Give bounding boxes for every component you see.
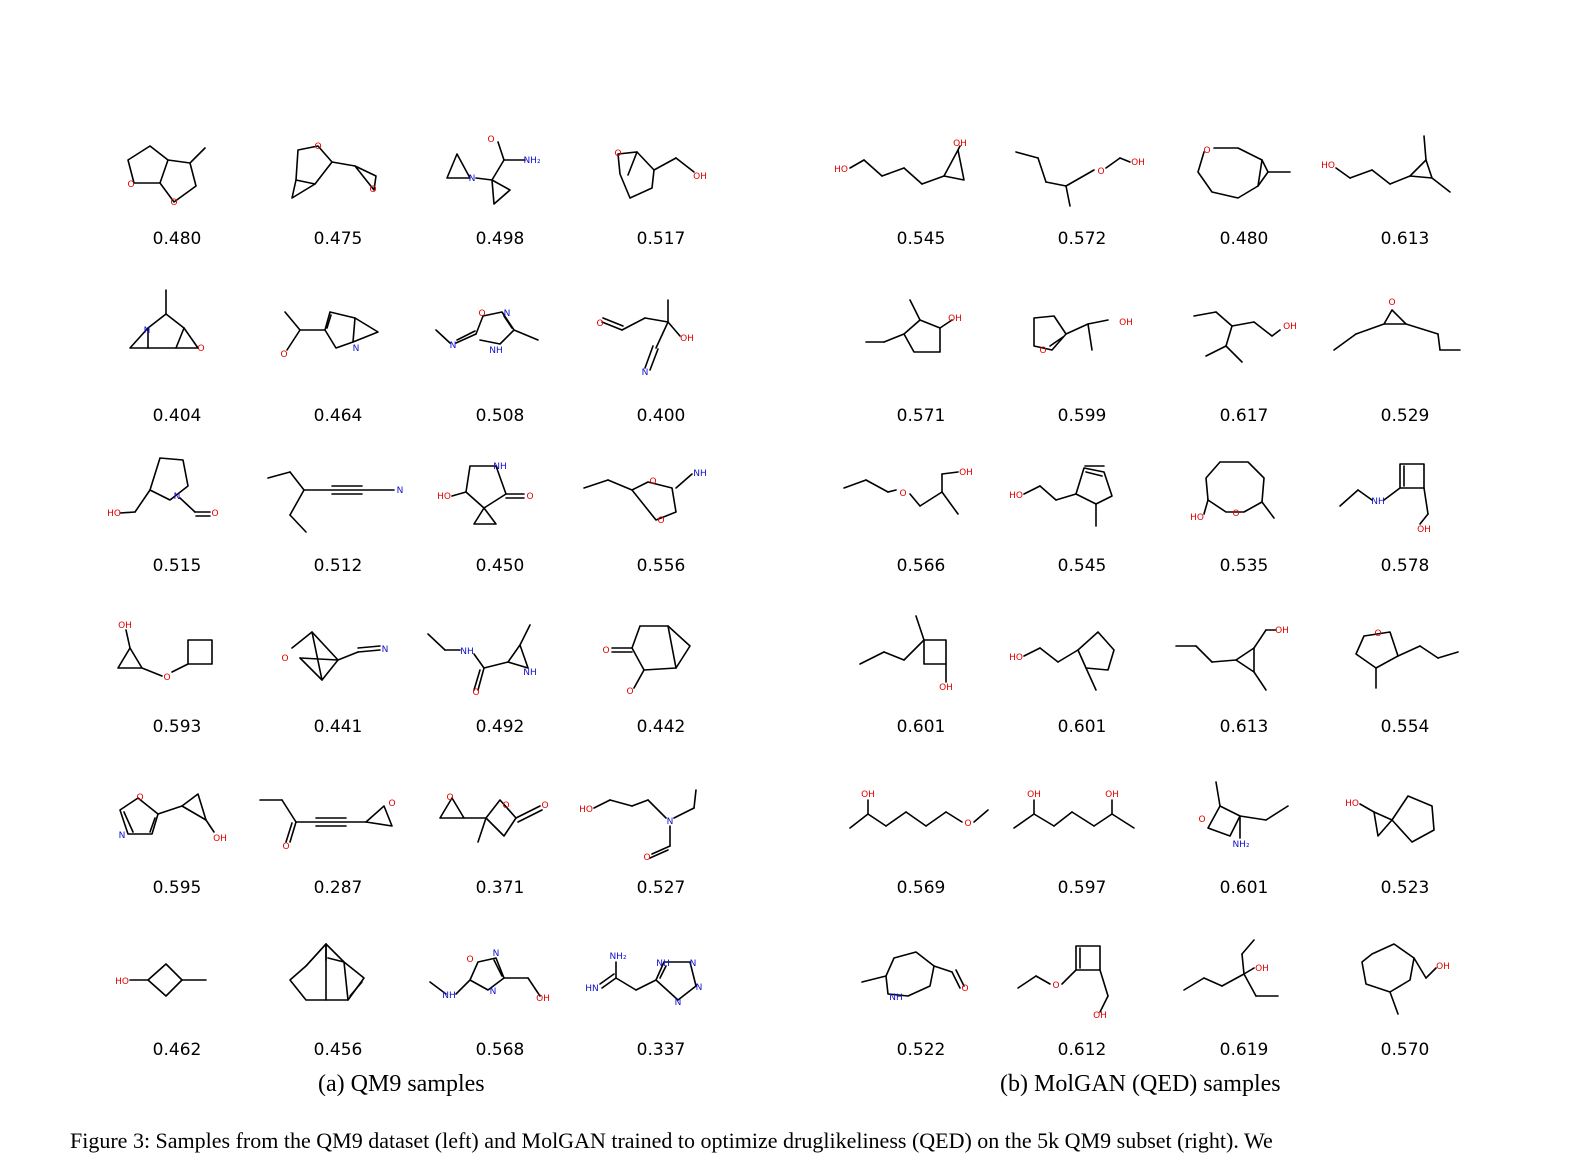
svg-text:OH: OH — [680, 334, 694, 344]
molecule-b-5-4 — [1360, 796, 1434, 842]
qed-score: 0.515 — [152, 556, 202, 576]
qed-score: 0.572 — [1057, 229, 1107, 249]
svg-text:HO: HO — [579, 805, 593, 815]
molecule-b-1-1 — [850, 146, 964, 184]
svg-text:O: O — [1039, 346, 1047, 356]
molecule-b-6-1 — [862, 952, 964, 996]
svg-text:OH: OH — [1436, 962, 1450, 972]
molecule-a-4-4 — [612, 626, 690, 688]
qed-score: 0.595 — [152, 878, 202, 898]
svg-text:O: O — [314, 142, 322, 152]
svg-text:O: O — [466, 955, 474, 965]
qed-score: 0.462 — [152, 1040, 202, 1060]
qed-score: 0.498 — [475, 229, 525, 249]
qed-score: 0.613 — [1380, 229, 1430, 249]
qed-score: 0.517 — [636, 229, 686, 249]
svg-text:O: O — [1388, 298, 1396, 308]
svg-text:N: N — [689, 959, 697, 969]
svg-text:NH: NH — [693, 469, 707, 479]
svg-text:O: O — [170, 198, 178, 208]
svg-text:HO: HO — [1345, 799, 1359, 809]
svg-text:OH: OH — [1105, 790, 1119, 800]
svg-text:OH: OH — [1119, 318, 1133, 328]
molecule-a-2-4 — [602, 300, 680, 370]
svg-text:O: O — [127, 180, 135, 190]
svg-text:OH: OH — [1417, 525, 1431, 535]
molecule-b-4-3 — [1176, 630, 1276, 690]
molecule-a-5-2 — [260, 800, 392, 842]
qed-score: 0.522 — [896, 1040, 946, 1060]
svg-text:OH: OH — [948, 314, 962, 324]
qed-score: 0.475 — [313, 229, 363, 249]
molecule-a-3-1 — [120, 458, 210, 516]
svg-text:O: O — [1374, 629, 1382, 639]
qed-score: 0.529 — [1380, 406, 1430, 426]
svg-text:N: N — [503, 309, 511, 319]
molecule-a-1-4 — [618, 152, 694, 198]
svg-text:OH: OH — [693, 172, 707, 182]
svg-text:O: O — [626, 687, 634, 697]
svg-text:OH: OH — [213, 834, 227, 844]
molecule-a-1-1 — [128, 146, 205, 202]
svg-text:O: O — [211, 509, 219, 519]
svg-text:O: O — [282, 842, 290, 852]
svg-text:O: O — [614, 149, 622, 159]
svg-text:O: O — [602, 646, 610, 656]
molecule-a-2-3 — [436, 312, 538, 344]
qed-score: 0.508 — [475, 406, 525, 426]
molecule-b-5-3 — [1208, 782, 1288, 838]
qed-score: 0.512 — [313, 556, 363, 576]
svg-text:O: O — [1203, 146, 1211, 156]
svg-text:N: N — [396, 486, 404, 496]
qed-score: 0.545 — [1057, 556, 1107, 576]
svg-text:O: O — [197, 344, 205, 354]
molecule-b-1-2 — [1016, 152, 1130, 206]
qed-score: 0.456 — [313, 1040, 363, 1060]
molecule-b-6-4 — [1362, 944, 1436, 1014]
svg-text:O: O — [281, 654, 289, 664]
qed-score: 0.523 — [1380, 878, 1430, 898]
molecule-a-4-3 — [428, 625, 530, 690]
molecule-b-1-3 — [1198, 148, 1290, 198]
svg-text:O: O — [1232, 509, 1240, 519]
molecule-b-2-4 — [1334, 310, 1460, 350]
molecule-a-2-2 — [285, 312, 378, 350]
qed-score: 0.545 — [896, 229, 946, 249]
qed-score: 0.337 — [636, 1040, 686, 1060]
svg-text:NH: NH — [1371, 497, 1385, 507]
molecule-a-3-4 — [584, 474, 692, 520]
molecule-b-3-2 — [1024, 466, 1112, 526]
qed-score: 0.535 — [1219, 556, 1269, 576]
qed-score: 0.450 — [475, 556, 525, 576]
qed-score: 0.601 — [896, 717, 946, 737]
qed-score: 0.571 — [896, 406, 946, 426]
molecule-a-5-3 — [440, 798, 542, 842]
svg-text:N: N — [695, 983, 703, 993]
molecule-a-4-2 — [292, 632, 380, 680]
molecule-a-1-2 — [292, 146, 376, 198]
svg-text:HO: HO — [1009, 653, 1023, 663]
qed-score: 0.492 — [475, 717, 525, 737]
subcaption-b — [1000, 1071, 1281, 1098]
molecule-b-2-1 — [866, 300, 952, 352]
svg-text:NH: NH — [489, 346, 503, 356]
molecule-b-2-3 — [1194, 312, 1280, 362]
svg-text:O: O — [643, 853, 651, 863]
svg-text:OH: OH — [861, 790, 875, 800]
svg-text:O: O — [526, 492, 534, 502]
qed-score: 0.578 — [1380, 556, 1430, 576]
molecule-b-5-2 — [1014, 800, 1134, 828]
svg-text:NH: NH — [442, 991, 456, 1001]
svg-text:N: N — [641, 368, 649, 378]
svg-text:N: N — [674, 998, 682, 1008]
svg-text:O: O — [163, 673, 171, 683]
svg-text:OH: OH — [959, 468, 973, 478]
svg-text:OH: OH — [953, 139, 967, 149]
qed-score: 0.593 — [152, 717, 202, 737]
molecule-a-2-1 — [130, 290, 198, 348]
molecule-a-5-4 — [594, 790, 696, 858]
qed-score: 0.617 — [1219, 406, 1269, 426]
svg-text:OH: OH — [1275, 626, 1289, 636]
svg-text:O: O — [1097, 167, 1105, 177]
molecule-b-4-4 — [1356, 632, 1458, 688]
svg-text:NH: NH — [523, 668, 537, 678]
qed-score: 0.400 — [636, 406, 686, 426]
qed-score: 0.601 — [1057, 717, 1107, 737]
svg-text:O: O — [964, 819, 972, 829]
molecule-b-1-4 — [1336, 136, 1450, 192]
qed-score: 0.601 — [1219, 878, 1269, 898]
svg-text:OH: OH — [118, 621, 132, 631]
molecule-b-3-4 — [1340, 464, 1428, 524]
subcaption-a — [318, 1071, 485, 1098]
svg-text:O: O — [472, 688, 480, 698]
qed-score: 0.554 — [1380, 717, 1430, 737]
qed-score: 0.599 — [1057, 406, 1107, 426]
svg-text:O: O — [136, 793, 144, 803]
svg-text:O: O — [596, 319, 604, 329]
svg-text:N: N — [381, 645, 389, 655]
molecule-a-5-1 — [120, 794, 214, 834]
molecule-a-6-2 — [290, 944, 364, 1000]
qed-score: 0.441 — [313, 717, 363, 737]
svg-text:N: N — [118, 831, 126, 841]
qed-score: 0.569 — [896, 878, 946, 898]
molecule-a-6-4 — [600, 962, 696, 1000]
svg-text:HO: HO — [107, 509, 121, 519]
qed-score: 0.480 — [152, 229, 202, 249]
svg-text:HO: HO — [115, 977, 129, 987]
svg-text:NH: NH — [656, 959, 670, 969]
svg-text:OH: OH — [1027, 790, 1041, 800]
svg-text:O: O — [502, 801, 510, 811]
svg-text:HO: HO — [437, 492, 451, 502]
svg-text:OH: OH — [939, 683, 953, 693]
qed-score: 0.597 — [1057, 878, 1107, 898]
qed-score: 0.464 — [313, 406, 363, 426]
svg-text:N: N — [666, 817, 674, 827]
qed-score: 0.570 — [1380, 1040, 1430, 1060]
svg-text:NH: NH — [460, 647, 474, 657]
svg-text:N: N — [489, 987, 497, 997]
svg-text:O: O — [541, 801, 549, 811]
qed-score: 0.612 — [1057, 1040, 1107, 1060]
svg-text:O: O — [446, 793, 454, 803]
svg-text:NH₂: NH₂ — [1232, 840, 1250, 850]
molecule-b-2-2 — [1034, 316, 1108, 350]
svg-text:NH₂: NH₂ — [609, 952, 627, 962]
svg-text:HN: HN — [585, 984, 599, 994]
subcaption-a-label: (a) — [318, 1071, 345, 1097]
qed-score: 0.442 — [636, 717, 686, 737]
molecule-a-1-3 — [447, 142, 525, 204]
molecule-a-4-1 — [118, 630, 212, 676]
svg-text:HO: HO — [1321, 161, 1335, 171]
subcaption-b-text: MolGAN (QED) samples — [1033, 1071, 1281, 1097]
qed-score: 0.287 — [313, 878, 363, 898]
qed-score: 0.527 — [636, 878, 686, 898]
svg-text:O: O — [1198, 815, 1206, 825]
svg-text:NH: NH — [889, 993, 903, 1003]
svg-text:O: O — [649, 477, 657, 487]
svg-text:O: O — [487, 135, 495, 145]
qed-score: 0.404 — [152, 406, 202, 426]
svg-text:HO: HO — [1009, 491, 1023, 501]
svg-text:OH: OH — [1255, 964, 1269, 974]
molecule-b-4-1 — [860, 616, 946, 682]
svg-text:N: N — [468, 174, 476, 184]
svg-text:O: O — [1052, 981, 1060, 991]
svg-text:N: N — [143, 326, 151, 336]
subcaption-a-text: QM9 samples — [350, 1071, 485, 1097]
svg-text:OH: OH — [1131, 158, 1145, 168]
svg-text:O: O — [478, 309, 486, 319]
svg-text:HO: HO — [1190, 513, 1204, 523]
svg-text:HO: HO — [834, 165, 848, 175]
svg-text:N: N — [492, 949, 500, 959]
svg-text:N: N — [173, 492, 181, 502]
svg-text:O: O — [369, 185, 377, 195]
figure-caption: Figure 3: Samples from the QM9 dataset (left) and MolGAN trained to optimize druglikeliness (QED) on the 5k QM9 subset (right). We — [70, 1128, 1273, 1153]
svg-text:O: O — [899, 489, 907, 499]
qed-score: 0.619 — [1219, 1040, 1269, 1060]
svg-text:OH: OH — [1093, 1011, 1107, 1021]
molecule-a-3-2 — [268, 472, 394, 532]
qed-score: 0.371 — [475, 878, 525, 898]
svg-text:O: O — [280, 350, 288, 360]
molecule-a-6-1 — [130, 964, 206, 996]
qed-score: 0.480 — [1219, 229, 1269, 249]
molecule-a-3-3 — [452, 466, 524, 524]
molecule-b-6-2 — [1018, 946, 1108, 1012]
svg-text:O: O — [657, 516, 665, 526]
qed-score: 0.566 — [896, 556, 946, 576]
svg-text:NH: NH — [493, 462, 507, 472]
qed-score: 0.568 — [475, 1040, 525, 1060]
svg-text:O: O — [388, 799, 396, 809]
subcaption-b-label: (b) — [1000, 1071, 1028, 1097]
molecule-b-4-2 — [1024, 632, 1114, 690]
svg-text:N: N — [449, 341, 457, 351]
svg-text:N: N — [352, 344, 360, 354]
svg-text:O: O — [961, 984, 969, 994]
svg-text:OH: OH — [536, 994, 550, 1004]
svg-text:OH: OH — [1283, 322, 1297, 332]
svg-text:NH₂: NH₂ — [523, 156, 541, 166]
qed-score: 0.556 — [636, 556, 686, 576]
qed-score: 0.613 — [1219, 717, 1269, 737]
